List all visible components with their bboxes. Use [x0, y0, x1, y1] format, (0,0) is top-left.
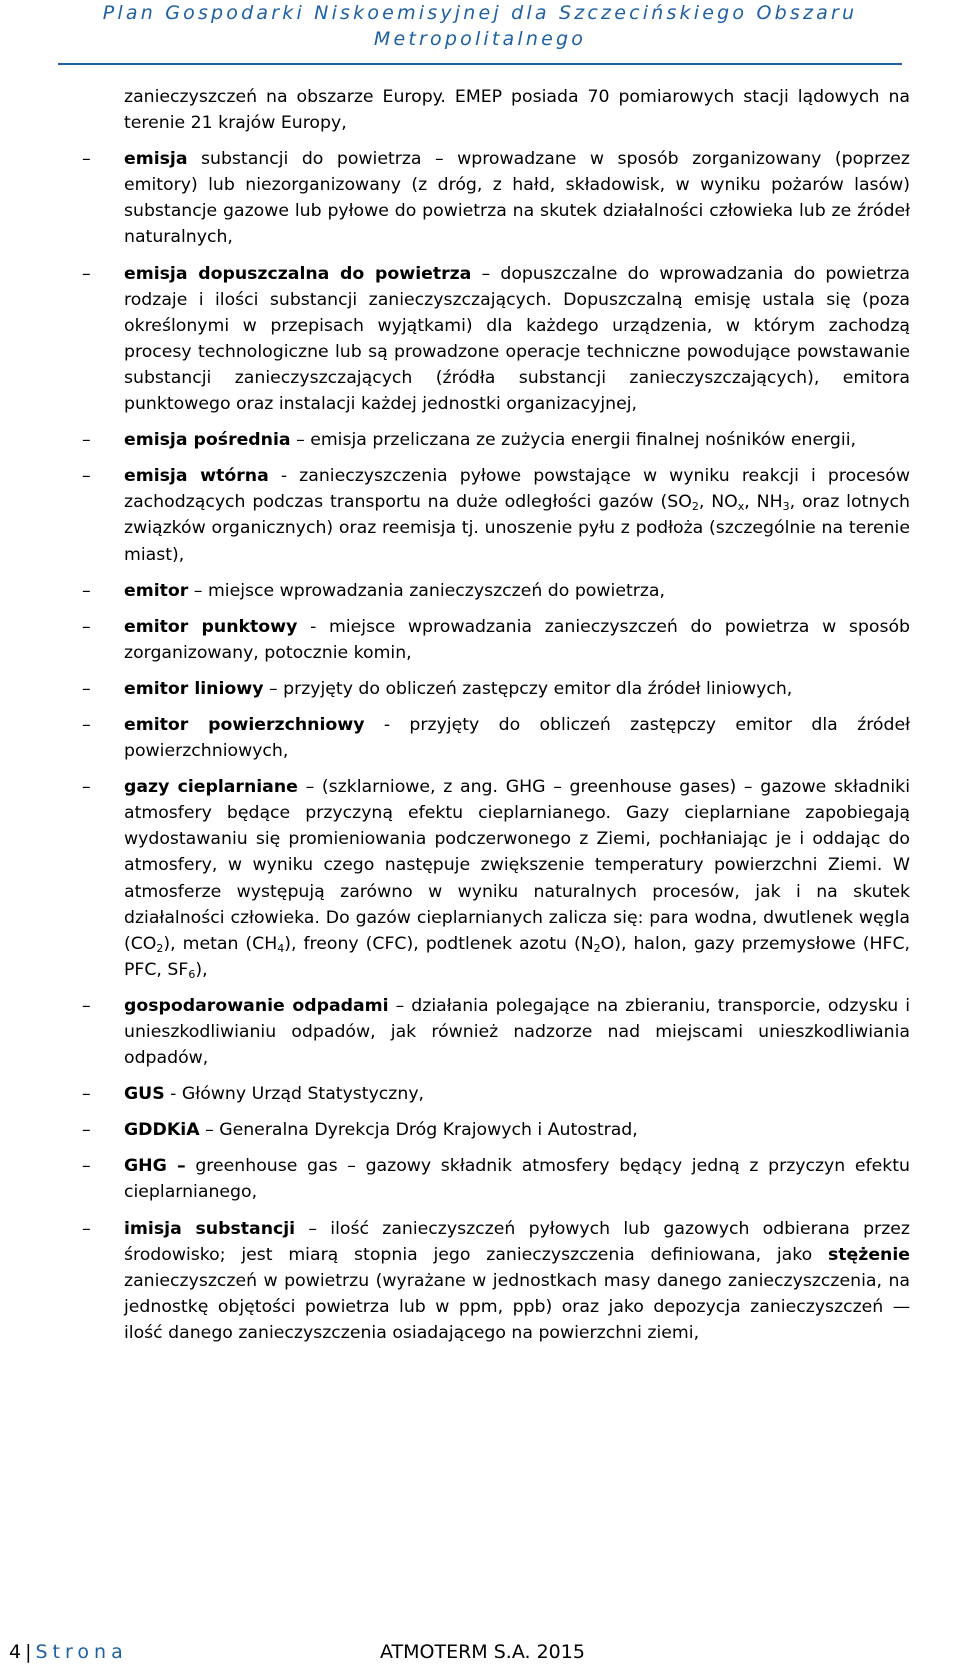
intro-paragraph: zanieczyszczeń na obszarze Europy. EMEP posiada 70 pomiarowych stacji lądowych na terenie 21 krajów Europy, — [124, 87, 910, 134]
list-item-gospodarowanie-odpadami — [82, 993, 910, 1071]
term: emitor liniowy — [124, 678, 264, 699]
term: emitor punktowy — [124, 616, 298, 637]
term: GHG – — [124, 1156, 186, 1177]
subscript: 2 — [156, 941, 164, 955]
subscript: x — [737, 500, 745, 514]
dash-bullet: – — [82, 678, 91, 699]
list-item-gddkia — [82, 1117, 910, 1143]
subscript: 6 — [188, 967, 196, 981]
definition: – przyjęty do obliczeń zastępczy emitor dla źródeł liniowych, — [263, 678, 793, 699]
definition-part: O), halon, gazy przemysłowe (HFC, PFC, SF — [124, 933, 911, 980]
term: GUS — [124, 1084, 165, 1105]
term: emisja wtórna — [124, 466, 269, 487]
definition-part: , NO — [698, 492, 738, 513]
definition: - przyjęty do obliczeń zastępczy emitor dla źródeł powierzchniowych, — [124, 714, 910, 762]
term: emisja dopuszczalna do powietrza — [124, 263, 472, 284]
definition: - Główny Urząd Statystyczny, — [164, 1084, 425, 1105]
term: emisja pośrednia — [124, 430, 291, 451]
dash-bullet: – — [82, 1084, 91, 1105]
definition: – Generalna Dyrekcja Dróg Krajowych i Autostrad, — [199, 1120, 638, 1141]
subscript: 2 — [691, 500, 699, 514]
dash-bullet: – — [82, 466, 91, 487]
dash-bullet: – — [82, 580, 91, 601]
dash-bullet: – — [82, 149, 91, 170]
definition-part: , oraz lotnych związków organicznych) oraz reemisja tj. unoszenie pyłu z podłoża (szczególnie na terenie miast), — [124, 492, 910, 565]
term-inline: stężenie — [828, 1244, 910, 1265]
dash-bullet: – — [82, 995, 91, 1016]
definition-part: – ilość zanieczyszczeń pyłowych lub gazowych odbierana przez środowisko; jest miarą stopnia jego zanieczyszczenia definiowana, jako — [124, 1218, 910, 1265]
subscript: 3 — [782, 500, 790, 514]
list-item-emisja-posrednia — [82, 427, 910, 453]
page-header — [0, 0, 960, 62]
page-indicator — [9, 1641, 128, 1663]
definition-part: - zanieczyszczenia pyłowe powstające w wyniku reakcji i procesów zachodzących podczas transportu na duże odległości gazów (SO — [124, 466, 910, 513]
list-item-emitor — [82, 578, 910, 604]
page-label: Strona — [35, 1641, 128, 1663]
list-item-imisja-substancji — [82, 1216, 910, 1346]
page-number: 4 — [9, 1641, 22, 1663]
list-item-gus — [82, 1081, 910, 1107]
definition: – działania polegające na zbieraniu, transporcie, odzysku i unieszkodliwianiu odpadów, jak również nadzorze nad miejscami unieszkodliwiania odpadów, — [124, 995, 910, 1069]
term: GDDKiA — [124, 1120, 200, 1141]
term: emisja — [124, 149, 188, 170]
term: gazy cieplarniane — [124, 777, 298, 798]
dash-bullet: – — [82, 714, 91, 735]
footer-separator: | — [25, 1641, 32, 1663]
list-item-gazy-cieplarniane — [82, 774, 910, 983]
definition: - miejsce wprowadzania zanieczyszczeń do powietrza w sposób zorganizowany, potocznie komin, — [124, 616, 911, 663]
definition-part: zanieczyszczeń w powietrzu (wyrażane w jednostkach masy danego zanieczyszczenia, na jednostkę objętości powietrza lub w ppm, ppb) oraz jako depozycja zanieczyszczeń — ilość danego zanieczyszczenia osiadającego na powierzchni ziemi, — [124, 1270, 910, 1343]
dash-bullet: – — [82, 430, 91, 451]
definition: – miejsce wprowadzania zanieczyszczeń do powietrza, — [188, 580, 665, 601]
term: emitor powierzchniowy — [124, 714, 365, 735]
term: emitor — [124, 580, 189, 601]
definition-part: ), metan (CH — [163, 933, 278, 954]
definition-part: ), — [195, 959, 208, 980]
term: imisja substancji — [124, 1218, 296, 1239]
footer-company: ATMOTERM S.A. 2015 — [380, 1641, 585, 1663]
list-item-emitor-powierzchniowy — [82, 712, 910, 764]
dash-bullet: – — [82, 777, 91, 798]
dash-bullet: – — [82, 1120, 91, 1141]
definition: substancji do powietrza – wprowadzane w sposób zorganizowany (poprzez emitory) lub niezorganizowany (z dróg, z hałd, składowisk, w wyniku pożarów lasów) substancje gazowe lub pyłowe do powietrza na skutek działalności człowieka lub ze źródeł naturalnych, — [124, 149, 910, 248]
definition-part: ), freony (CFC), podtlenek azotu (N — [284, 933, 594, 954]
list-item-emisja-wtorna — [82, 463, 910, 567]
dash-bullet: – — [82, 1218, 91, 1239]
list-item-emitor-punktowy — [82, 614, 910, 666]
dash-bullet: – — [82, 263, 91, 284]
list-item-emisja — [82, 146, 910, 250]
header-title-line1: Plan Gospodarki Niskoemisyjnej dla Szczecińskiego Obszaru — [102, 2, 858, 24]
document-body — [82, 84, 910, 1356]
page-footer — [0, 1633, 960, 1677]
definition: – emisja przeliczana ze zużycia energii finalnej nośników energii, — [290, 430, 856, 451]
list-item-emisja-dopuszczalna — [82, 261, 910, 418]
definition-part: – (szklarniowe, z ang. GHG – greenhouse gases) – gazowe składniki atmosfery będące przyczyną efektu cieplarnianego. Gazy cieplarniane zapobiegają wydostawaniu się promieniowania podczerwonego z Ziemi, pochłaniając je i oddając do atmosfery, w wyniku czego następuje zwiększenie temperatury powierzchni Ziemi. W atmosferze występują zarówno w wyniku naturalnych procesów, jak i na skutek działalności człowieka. Do gazów cieplarnianych zalicza się: para wodna, dwutlenek węgla (CO — [124, 777, 910, 954]
term: gospodarowanie odpadami — [124, 995, 389, 1016]
list-item-ghg — [82, 1153, 910, 1205]
subscript: 4 — [277, 941, 285, 955]
dash-bullet: – — [82, 616, 91, 637]
header-title-line2: Metropolitalnego — [373, 28, 587, 50]
subscript: 2 — [593, 941, 601, 955]
definition: greenhouse gas – gazowy składnik atmosfery będący jedną z przyczyn efektu cieplarnianego, — [124, 1156, 910, 1203]
dash-bullet: – — [82, 1156, 91, 1177]
definition-part: , NH — [744, 492, 783, 513]
definition: – dopuszczalne do wprowadzania do powietrza rodzaje i ilości substancji zanieczyszczających. Dopuszczalną emisję ustala się (poza określonymi w przepisach wyjątkami) dla każdego urządzenia, w którym zachodzą procesy technologiczne lub są prowadzone operacje techniczne powodujące powstawanie substancji zanieczyszczających (źródła substancji zanieczyszczających), emitora punktowego oraz instalacji każdej jednostki organizacyjnej, — [124, 263, 910, 415]
header-divider — [58, 63, 902, 65]
list-item-emitor-liniowy — [82, 676, 910, 702]
